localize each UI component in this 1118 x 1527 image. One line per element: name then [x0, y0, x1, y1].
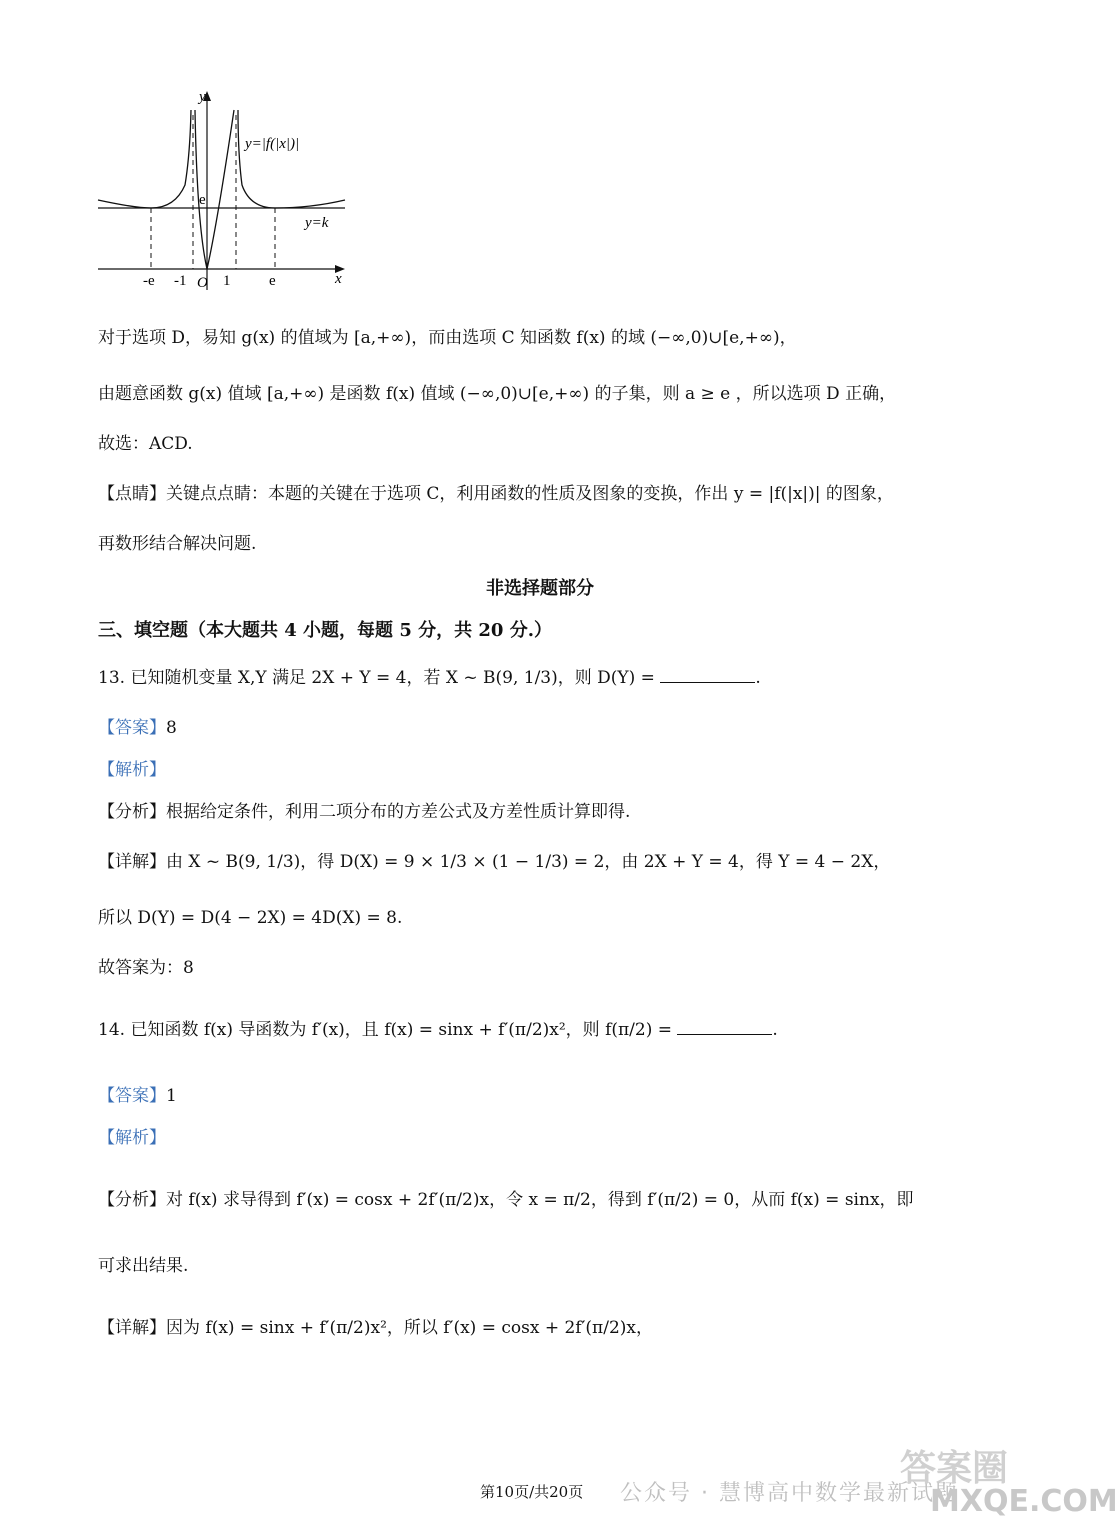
- curve-label: y=|f(|x|)|: [245, 136, 300, 152]
- paragraph-option-d: 对于选项 D，易知 g(x) 的值域为 [a,+∞)，而由选项 C 知函数 f(x) 的域 (−∞,0)∪[e,+∞)，: [98, 328, 797, 348]
- paragraph-key-point: [98, 482, 894, 506]
- paragraph-choice: 故选：ACD.: [98, 434, 193, 454]
- q13-end: .: [755, 668, 761, 688]
- paragraph-subset: 由题意函数 g(x) 值域 [a,+∞) 是函数 f(x) 值域 (−∞,0)∪[e,+∞) 的子集，则 a ≥ e ，所以选项 D 正确，: [98, 384, 897, 404]
- analysis-14-line1: [98, 1188, 914, 1212]
- q14-end: .: [772, 1020, 778, 1040]
- answer-tag: 【答案】: [98, 718, 166, 738]
- answer-13-value: 8: [166, 718, 177, 738]
- paragraph-conclusion: 再数形结合解决问题.: [98, 534, 257, 554]
- watermark-logo: 答案圈: [900, 1448, 1009, 1489]
- question-14: [98, 1018, 778, 1042]
- e-label: e: [199, 192, 206, 208]
- detail-tag: 【详解】: [98, 852, 166, 872]
- tick-neg-e: -e: [143, 273, 155, 289]
- answer-14-value: 1: [166, 1086, 177, 1106]
- jiexi-14: 【解析】: [98, 1128, 166, 1148]
- q13-text: 13. 已知随机变量 X,Y 满足 2X + Y = 4，若 X ~ B(9, 1/3)，则 D(Y) =: [98, 668, 655, 688]
- section-title: 非选择题部分: [486, 578, 594, 599]
- page-number: 第10页/共20页: [480, 1483, 584, 1501]
- answer-14: [98, 1084, 177, 1108]
- origin-label: O: [197, 275, 208, 291]
- detail-13-text1: 由 X ~ B(9, 1/3)，得 D(X) = 9 × 1/3 × (1 − 1/3) = 2，由 2X + Y = 4，得 Y = 4 − 2X，: [166, 852, 891, 872]
- analysis-14-line2: 可求出结果.: [98, 1256, 189, 1276]
- key-point-text: 关键点点睛：本题的关键在于选项 C，利用函数的性质及图象的变换，作出 y = |f(|x|)| 的图象，: [166, 484, 894, 504]
- answer-tag-14: 【答案】: [98, 1086, 166, 1106]
- function-graph: [95, 85, 355, 295]
- analysis-13-text: 根据给定条件，利用二项分布的方差公式及方差性质计算即得.: [166, 802, 631, 822]
- detail-14-line1: [98, 1316, 653, 1340]
- detail-14-text1: 因为 f(x) = sinx + f′(π/2)x²，所以 f′(x) = cosx + 2f′(π/2)x，: [166, 1318, 653, 1338]
- jiexi-13: 【解析】: [98, 760, 166, 780]
- watermark-text: 公众号 · 慧博高中数学最新试题: [620, 1481, 959, 1506]
- key-point-tag: 【点睛】: [98, 484, 166, 504]
- q14-text: 14. 已知函数 f(x) 导函数为 f′(x)，且 f(x) = sinx + f′(π/2)x²，则 f(π/2) =: [98, 1020, 673, 1040]
- tick-e: e: [269, 273, 276, 289]
- answer-13: [98, 716, 177, 740]
- q14-blank: [677, 1018, 772, 1035]
- detail-13-line1: [98, 850, 890, 874]
- question-13: [98, 666, 761, 690]
- detail-13-line2: 所以 D(Y) = D(4 − 2X) = 4D(X) = 8.: [98, 908, 403, 928]
- tick-1: 1: [223, 273, 231, 289]
- section-three-heading: 三、填空题（本大题共 4 小题，每题 5 分，共 20 分.）: [98, 620, 552, 641]
- y-axis-label: y: [199, 89, 206, 105]
- detail-tag-14: 【详解】: [98, 1318, 166, 1338]
- detail-13-line3: 故答案为：8: [98, 958, 194, 978]
- q13-blank: [660, 666, 755, 683]
- tick-neg-1: -1: [174, 273, 187, 289]
- x-axis-label: x: [335, 271, 342, 287]
- analysis-13: [98, 800, 630, 824]
- line-label: y=k: [305, 215, 329, 231]
- analysis-tag: 【分析】: [98, 802, 166, 822]
- watermark-site: MXQE.COM: [930, 1484, 1118, 1519]
- analysis-tag-14: 【分析】: [98, 1190, 166, 1210]
- analysis-14-text1: 对 f(x) 求导得到 f′(x) = cosx + 2f′(π/2)x，令 x = π/2，得到 f′(π/2) = 0，从而 f(x) = sinx，即: [166, 1190, 914, 1210]
